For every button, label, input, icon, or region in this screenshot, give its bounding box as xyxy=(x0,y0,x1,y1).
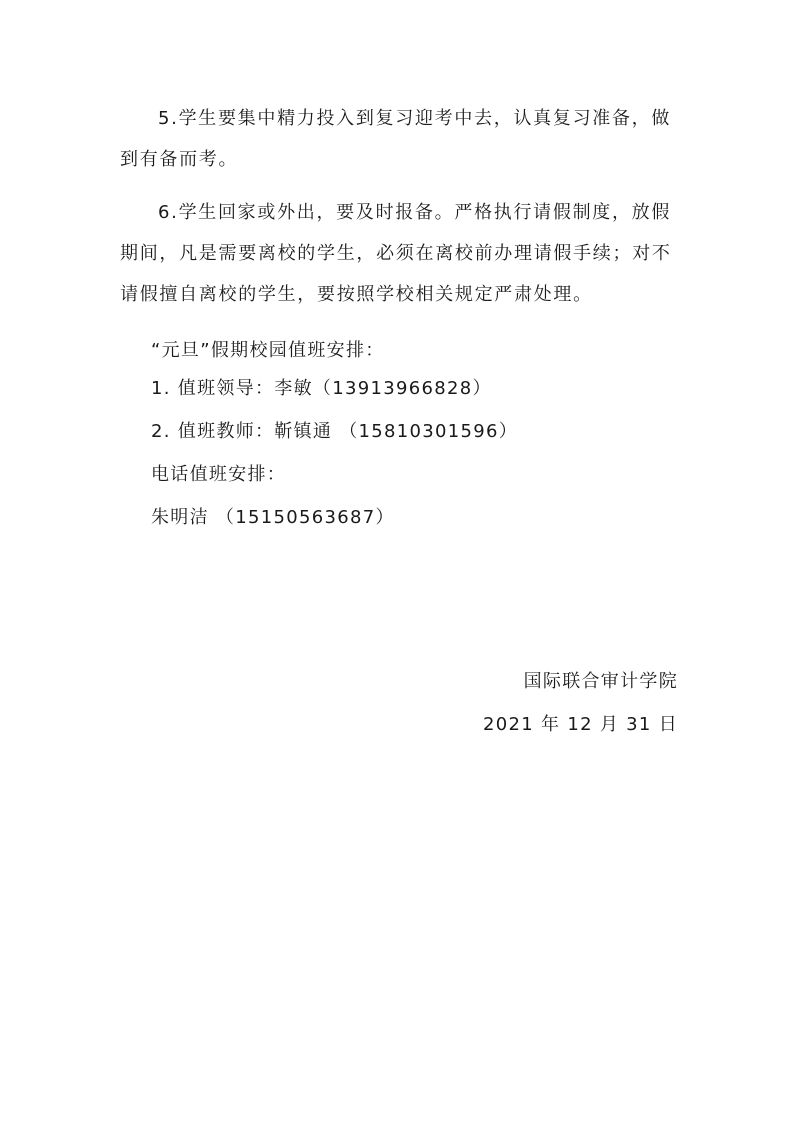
paragraph-6: 6.学生回家或外出，要及时报备。严格执行请假制度，放假期间，凡是需要离校的学生，必须在离校前办理请假手续；对不请假擅自离校的学生，要按照学校相关规定严肃处理。 xyxy=(120,202,672,305)
duty-teacher: 2. 值班教师：靳镇通 （15810301596） xyxy=(151,421,519,442)
phone-duty-heading: 电话值班安排： xyxy=(151,464,287,485)
phone-duty-person: 朱明洁 （15150563687） xyxy=(151,507,395,528)
paragraph-5: 5.学生要集中精力投入到复习迎考中去，认真复习准备，做到有备而考。 xyxy=(120,108,672,170)
duty-heading: “元旦”假期校园值班安排： xyxy=(151,340,385,361)
duty-leader: 1. 值班领导：李敏（13913966828） xyxy=(151,378,492,399)
signature-date: 2021 年 12 月 31 日 xyxy=(482,714,678,735)
signature-organization: 国际联合审计学院 xyxy=(523,671,678,692)
